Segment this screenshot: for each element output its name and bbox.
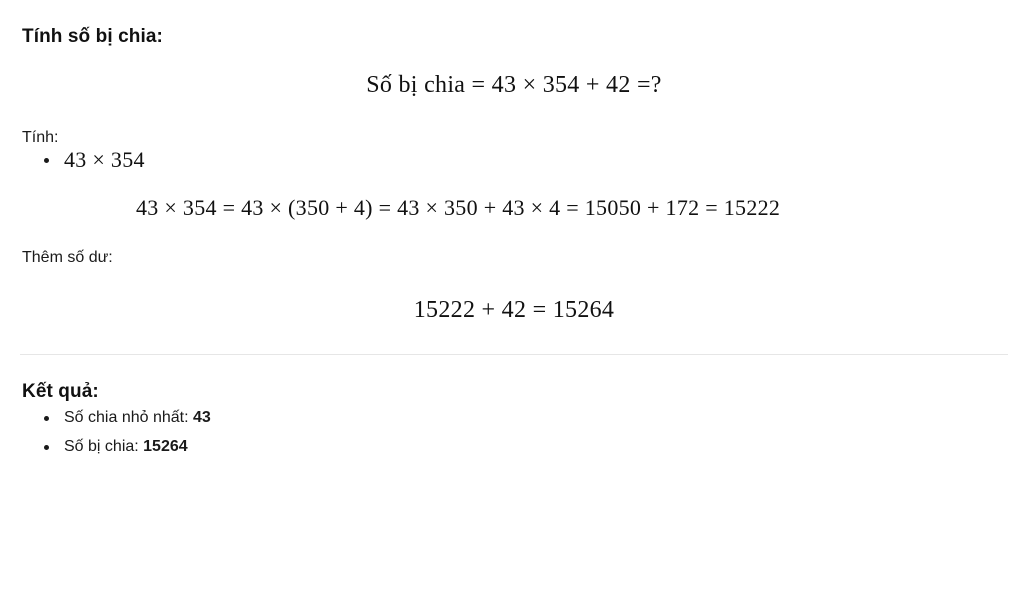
result-title: Kết quả: xyxy=(22,381,99,402)
compute-bullet-list xyxy=(20,147,1008,173)
result-label-dividend: Số bị chia: xyxy=(64,438,144,455)
page-title: Tính số bị chia: xyxy=(22,26,163,47)
result-value-divisor: 43 xyxy=(192,409,211,426)
result-list xyxy=(20,403,1008,461)
list-item xyxy=(64,432,1008,461)
remainder-label: Thêm số dư: xyxy=(22,249,113,266)
list-item xyxy=(64,403,1008,432)
section-divider xyxy=(20,354,1008,355)
main-equation: Số bị chia = 43 × 354 + 42 =? xyxy=(366,72,662,98)
result-label-divisor: Số chia nhỏ nhất: xyxy=(64,409,193,426)
product-expression: 43 × 354 xyxy=(64,147,145,172)
list-item xyxy=(64,147,1008,173)
product-expansion: 43 × 354 = 43 × (350 + 4) = 43 × 350 + 43 × 4 = 15050 + 172 = 15222 xyxy=(136,195,781,220)
compute-label: Tính: xyxy=(22,129,59,146)
remainder-equation: 15222 + 42 = 15264 xyxy=(413,297,615,323)
result-value-dividend: 15264 xyxy=(143,438,188,455)
